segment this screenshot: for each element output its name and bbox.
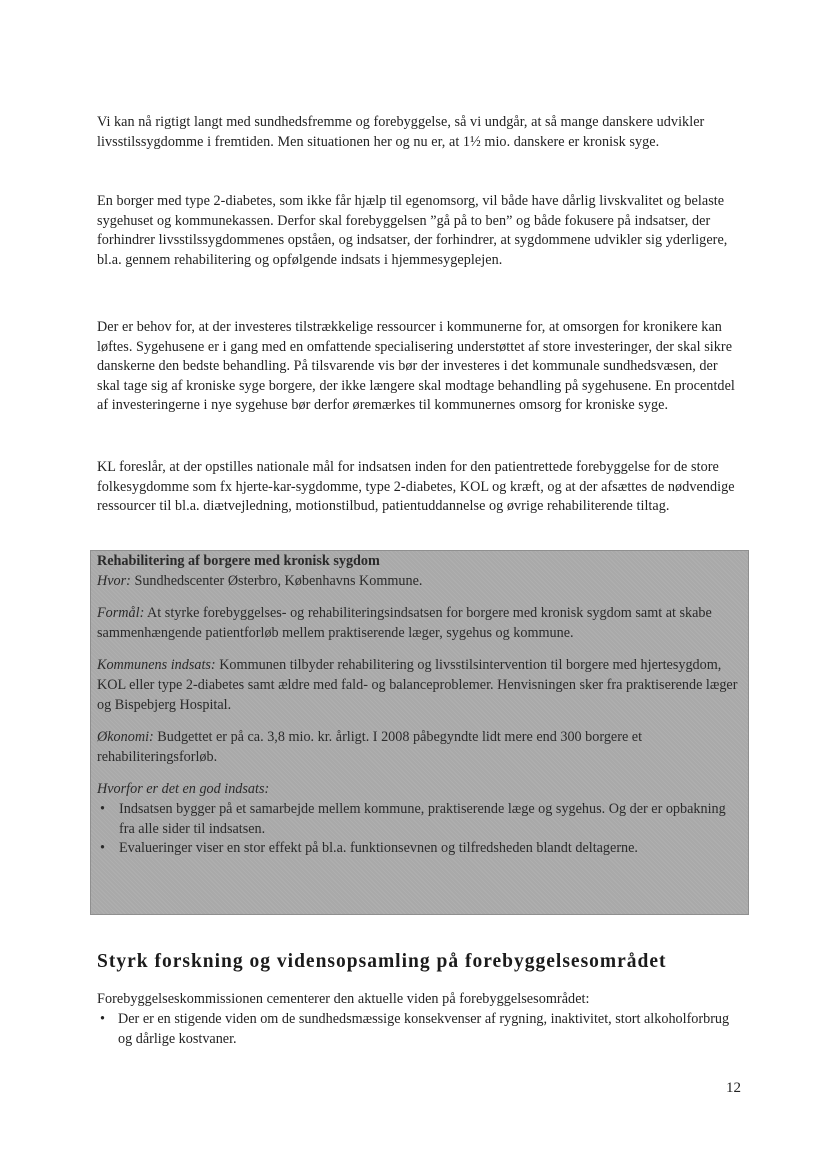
case-effort-label: Kommunens indsats: — [97, 657, 216, 674]
case-why-item: • Evalueringer viser en stor effekt på bl.a. funktionsevnen og tilfredsheden blandt deltagerne. — [97, 839, 742, 859]
case-where — [97, 572, 742, 592]
case-box-title: Rehabilitering af borgere med kronisk sygdom — [97, 553, 380, 569]
case-purpose-text: At styrke forebyggelses- og rehabiliteringsindsatsen for borgere med kronisk sygdom samt at skabe sammenhængende patientforløb mellem praktiserende læger, sygehus og kommune. — [97, 605, 712, 641]
section-bullet-list — [97, 1010, 742, 1049]
paragraph-1: Vi kan nå rigtigt langt med sundhedsfremme og forebyggelse, så vi undgår, at så mange danskere udvikler livsstilssygdomme i fremtiden. Men situationen her og nu er, at 1½ mio. danskere er kronisk syge. — [97, 114, 705, 150]
case-where-text: Sundhedscenter Østerbro, Københavns Kommune. — [130, 572, 423, 589]
case-purpose-label: Formål: — [97, 605, 145, 622]
case-why-label-text: Hvorfor er det en god indsats: — [97, 781, 270, 798]
case-effort — [97, 656, 742, 715]
case-effort-text: Kommunen tilbyder rehabilitering og livsstilsintervention til borgere med hjertesygdom, KOL eller type 2-diabetes samt ældre med fald- og balanceproblemer. Henvisningen sker fra praktiserende læger og Bispebjerg Hospital. — [97, 657, 738, 713]
section-intro: Forebyggelseskommissionen cementerer den aktuelle viden på forebyggelsesområdet: — [97, 991, 590, 1007]
case-purpose — [97, 604, 742, 643]
case-why-list — [97, 800, 742, 859]
section-bullet-item: • Der er en stigende viden om de sundhedsmæssige konsekvenser af rygning, inaktivitet, stort alkoholforbrug og dårlige kostvaner. — [97, 1010, 742, 1049]
page-number: 12 — [726, 1080, 741, 1096]
case-why-label — [97, 780, 742, 800]
section-heading: Styrk forskning og vidensopsamling på forebyggelsesområdet — [97, 951, 667, 972]
case-box — [90, 550, 749, 915]
paragraph-3: Der er behov for, at der investeres tilstrækkelige ressourcer i kommunerne for, at omsorgen for kronikere kan løftes. Sygehusene er i gang med en omfattende specialisering understøttet af store investeringer, der skal sikre danskerne den bedste behandling. På tilsvarende vis bør der investeres i det kommunale sundhedsvæsen, der skal tage sig af kroniske syge borgere, der ikke længere skal modtage behandling på sygehusene. En procentdel af investeringerne i nye sygehuse bør derfor øremærkes til kommunernes omsorg for kroniske syge. — [97, 319, 735, 414]
case-economy-label: Økonomi: — [97, 729, 154, 746]
paragraph-4: KL foreslår, at der opstilles nationale mål for indsatsen inden for den patientrettede forebyggelse for de store folkesygdomme som fx hjerte-kar-sygdomme, type 2-diabetes, KOL og kræft, og at der afsættes de nødvendige ressourcer til bl.a. diætvejledning, motionstilbud, patientuddannelse og øvrige rehabiliterende tiltag. — [97, 459, 735, 515]
case-economy-text: Budgettet er på ca. 3,8 mio. kr. årligt. I 2008 påbegyndte lidt mere end 300 borgere et rehabiliteringsforløb. — [97, 729, 643, 765]
case-economy — [97, 728, 742, 767]
case-why-item: • Indsatsen bygger på et samarbejde mellem kommune, praktiserende læge og sygehus. Og der er opbakning fra alle sider til indsatsen. — [97, 800, 742, 839]
paragraph-2: En borger med type 2-diabetes, som ikke får hjælp til egenomsorg, vil både have dårlig livskvalitet og belaste sygehuset og kommunekassen. Derfor skal forebyggelsen ”gå på to ben” og både fokusere på indsatser, der forhindrer livsstilssygdommenes opståen, og indsatser, der forhindrer, at sygdommene udvikler sig yderligere, bl.a. gennem rehabilitering og opfølgende indsats i hjemmesygeplejen. — [97, 193, 728, 268]
case-where-label: Hvor: — [97, 572, 131, 589]
